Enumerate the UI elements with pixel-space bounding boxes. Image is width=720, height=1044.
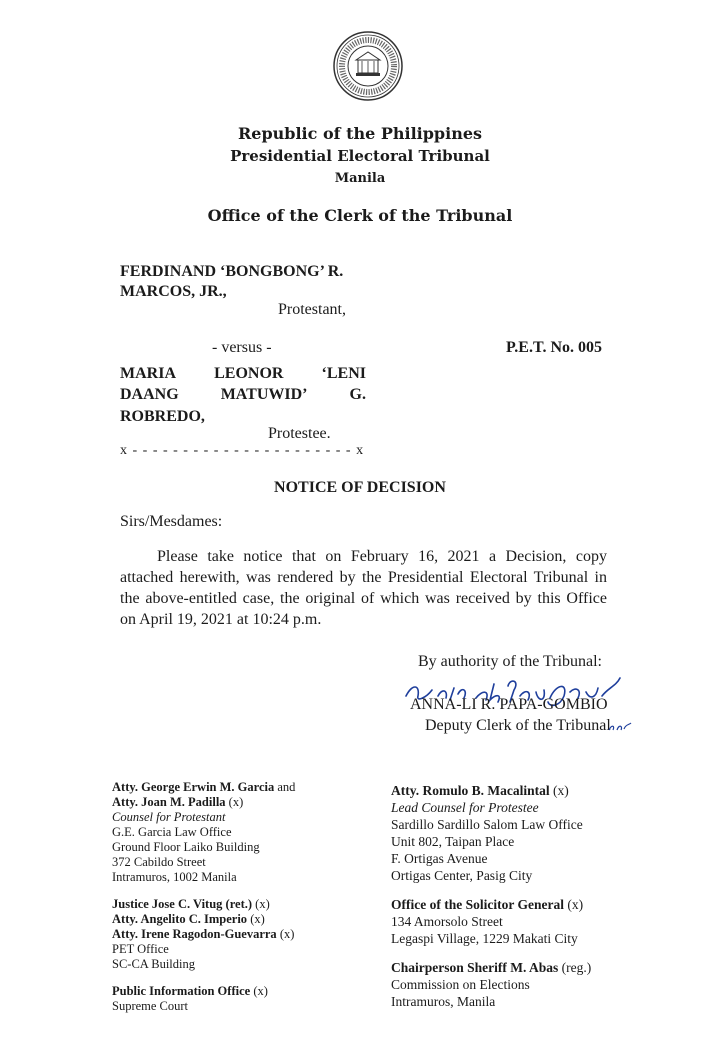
addressee-block <box>112 897 382 972</box>
tribunal-seal-icon <box>332 30 404 102</box>
caption-separator: x - - - - - - - - - - - - - - - - - - - - - - x <box>120 443 365 458</box>
header-office: Office of the Clerk of the Tribunal <box>207 206 513 225</box>
addressee-line: Commission on Elections <box>391 977 530 992</box>
name-word: G. <box>349 386 366 403</box>
addressee-line: Intramuros, 1002 Manila <box>112 870 237 884</box>
addressee-line <box>391 782 641 799</box>
addressee-line: Counsel for Protestant <box>112 810 226 824</box>
addressee-line <box>112 795 382 810</box>
addressee-line <box>112 897 382 912</box>
addressee-line: SC-CA Building <box>112 957 196 971</box>
addressee-line <box>112 984 382 999</box>
addressee-line <box>391 896 641 913</box>
protestee-name-line-3: ROBREDO, <box>120 408 205 425</box>
addressee-block <box>112 984 382 1014</box>
addressee-block <box>112 780 382 885</box>
document-title: NOTICE OF DECISION <box>274 479 446 496</box>
salutation: Sirs/Mesdames: <box>120 513 223 530</box>
addressee-mark: (x) <box>250 984 268 998</box>
addressee-name: Atty. Romulo B. Macalintal <box>391 783 550 798</box>
protestant-label: Protestant, <box>278 301 346 318</box>
addressee-line: Sardillo Sardillo Salom Law Office <box>391 817 583 832</box>
header-city: Manila <box>334 171 386 186</box>
addressee-line: F. Ortigas Avenue <box>391 851 488 866</box>
versus-label: - versus - <box>212 339 272 356</box>
addressee-line: Ortigas Center, Pasig City <box>391 868 533 883</box>
notice-body: Please take notice that on February 16, 2021 a Decision, copy attached herewith, was rendered by the Presidential Electoral Tribunal in the above-entitled case, the original of which was received by this Office on April 19, 2021 at 10:24 p.m. <box>120 548 607 628</box>
protestee-name-line-1 <box>120 364 366 384</box>
addressee-name: Atty. Joan M. Padilla <box>112 795 226 809</box>
name-word: DAANG <box>120 386 179 403</box>
distribution-list-left <box>112 780 382 1026</box>
name-word: ‘LENI <box>321 365 366 382</box>
addressee-name: Justice Jose C. Vitug (ret.) <box>112 897 253 911</box>
addressee-line: Ground Floor Laiko Building <box>112 840 260 854</box>
signatory-name: ANNA-LI R. PAPA-GOMBIO <box>410 696 608 713</box>
name-word: MATUWID’ <box>220 386 308 403</box>
authority-line: By authority of the Tribunal: <box>418 653 602 670</box>
header-republic: Republic of the Philippines <box>237 124 483 143</box>
addressee-name: Atty. Angelito C. Imperio <box>112 912 248 926</box>
addressee-line: G.E. Garcia Law Office <box>112 825 232 839</box>
distribution-list-right <box>391 782 641 1022</box>
addressee-line: Supreme Court <box>112 999 189 1013</box>
addressee-line: Intramuros, Manila <box>391 994 496 1009</box>
handwritten-initials <box>607 720 633 734</box>
protestee-label: Protestee. <box>268 425 331 442</box>
addressee-name: Office of the Solicitor General <box>391 897 564 912</box>
addressee-mark: (x) <box>549 783 569 798</box>
addressee-mark: (x) <box>563 897 584 912</box>
addressee-line: 372 Cabildo Street <box>112 855 206 869</box>
name-word: MARIA <box>120 365 176 382</box>
header-tribunal: Presidential Electoral Tribunal <box>230 147 490 165</box>
addressee-name: Atty. George Erwin M. Garcia <box>112 780 275 794</box>
addressee-line: Legaspi Village, 1229 Makati City <box>391 931 578 946</box>
protestant-name: FERDINAND ‘BONGBONG’ R. MARCOS, JR., <box>120 263 344 300</box>
addressee-block <box>391 896 641 947</box>
addressee-mark: (x) <box>247 912 265 926</box>
addressee-mark: and <box>274 780 296 794</box>
addressee-line: 134 Amorsolo Street <box>391 914 503 929</box>
addressee-line: Lead Counsel for Protestee <box>391 800 539 815</box>
name-word: LEONOR <box>214 365 284 382</box>
addressee-mark: (reg.) <box>558 960 592 975</box>
addressee-line <box>391 959 641 976</box>
addressee-line <box>112 780 382 795</box>
addressee-name: Public Information Office <box>112 984 251 998</box>
protestee-name-line-2 <box>120 385 366 405</box>
addressee-line: Unit 802, Taipan Place <box>391 834 515 849</box>
addressee-name: Chairperson Sheriff M. Abas <box>391 960 559 975</box>
addressee-mark: (x) <box>276 927 295 941</box>
addressee-block <box>391 782 641 884</box>
addressee-mark: (x) <box>225 795 244 809</box>
addressee-name: Atty. Irene Ragodon-Guevarra <box>112 927 277 941</box>
signatory-title: Deputy Clerk of the Tribunal <box>425 717 611 734</box>
addressee-line <box>112 927 382 942</box>
addressee-block <box>391 959 641 1010</box>
case-number: P.E.T. No. 005 <box>506 339 603 356</box>
addressee-mark: (x) <box>252 897 270 911</box>
addressee-line: PET Office <box>112 942 169 956</box>
addressee-line <box>112 912 382 927</box>
